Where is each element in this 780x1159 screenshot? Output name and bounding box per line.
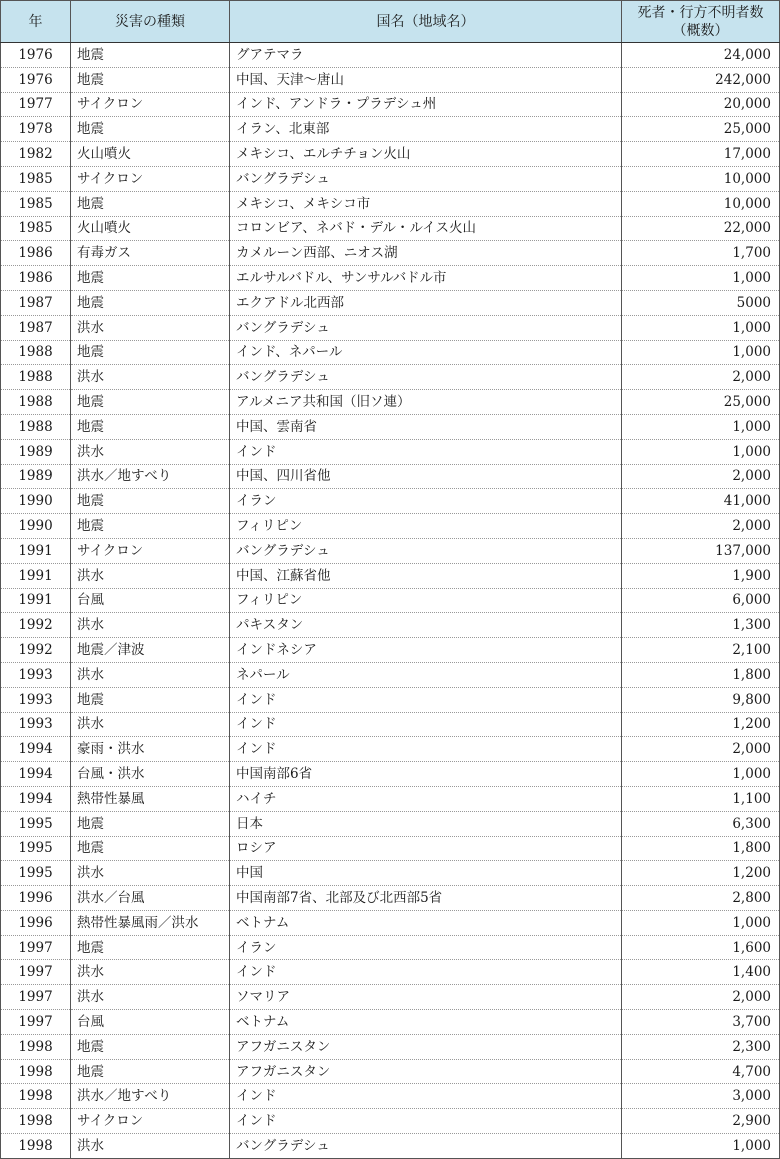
disaster-type-cell: 洪水 [71, 1134, 230, 1159]
deaths-cell: 20,000 [622, 92, 780, 117]
deaths-cell: 6,000 [622, 588, 780, 613]
table-row [1, 142, 780, 167]
table-row [1, 861, 780, 886]
table-row [1, 1134, 780, 1159]
table-row [1, 464, 780, 489]
country-cell: メキシコ、メキシコ市 [230, 191, 622, 216]
table-row [1, 241, 780, 266]
table-row [1, 166, 780, 191]
year-cell: 1993 [1, 687, 71, 712]
disaster-type-cell: 地震 [71, 811, 230, 836]
table-row [1, 638, 780, 663]
country-cell: ハイチ [230, 786, 622, 811]
year-cell: 1991 [1, 588, 71, 613]
year-cell: 1994 [1, 786, 71, 811]
deaths-cell: 1,000 [622, 439, 780, 464]
country-cell: イラン、北東部 [230, 117, 622, 142]
table-row [1, 290, 780, 315]
year-cell: 1997 [1, 935, 71, 960]
year-cell: 1996 [1, 910, 71, 935]
table-row [1, 588, 780, 613]
year-cell: 1986 [1, 241, 71, 266]
year-cell: 1994 [1, 762, 71, 787]
disaster-type-cell: 地震 [71, 43, 230, 68]
table-row [1, 762, 780, 787]
table-row [1, 1034, 780, 1059]
country-cell: ベトナム [230, 1010, 622, 1035]
deaths-cell: 242,000 [622, 67, 780, 92]
disaster-type-cell: 台風 [71, 1010, 230, 1035]
country-cell: フィリピン [230, 588, 622, 613]
country-cell: インド [230, 439, 622, 464]
country-cell: インド [230, 960, 622, 985]
table-row [1, 613, 780, 638]
table-row [1, 712, 780, 737]
country-cell: インド [230, 1084, 622, 1109]
table-row [1, 390, 780, 415]
table-row [1, 737, 780, 762]
deaths-cell: 1,700 [622, 241, 780, 266]
deaths-cell: 1,000 [622, 266, 780, 291]
table-row [1, 687, 780, 712]
deaths-cell: 1,200 [622, 861, 780, 886]
country-cell: 中国、江蘇省他 [230, 563, 622, 588]
year-cell: 1985 [1, 166, 71, 191]
year-cell: 1991 [1, 563, 71, 588]
year-cell: 1993 [1, 712, 71, 737]
deaths-cell: 10,000 [622, 191, 780, 216]
table-row [1, 117, 780, 142]
country-cell: ネパール [230, 662, 622, 687]
year-cell: 1996 [1, 886, 71, 911]
disaster-type-cell: 地震 [71, 67, 230, 92]
disaster-type-cell: サイクロン [71, 538, 230, 563]
table-row [1, 538, 780, 563]
table-row [1, 886, 780, 911]
disaster-type-cell: 洪水 [71, 985, 230, 1010]
deaths-cell: 137,000 [622, 538, 780, 563]
deaths-cell: 1,000 [622, 340, 780, 365]
deaths-cell: 2,300 [622, 1034, 780, 1059]
table-row [1, 489, 780, 514]
country-cell: 中国、雲南省 [230, 414, 622, 439]
country-cell: フィリピン [230, 514, 622, 539]
disaster-type-cell: サイクロン [71, 1109, 230, 1134]
disaster-type-cell: 有毒ガス [71, 241, 230, 266]
year-cell: 1988 [1, 414, 71, 439]
year-cell: 1998 [1, 1109, 71, 1134]
country-cell: グアテマラ [230, 43, 622, 68]
table-row [1, 985, 780, 1010]
table-row [1, 365, 780, 390]
table-row [1, 191, 780, 216]
deaths-cell: 25,000 [622, 390, 780, 415]
deaths-cell: 2,800 [622, 886, 780, 911]
disaster-type-cell: 洪水 [71, 439, 230, 464]
country-cell: バングラデシュ [230, 538, 622, 563]
deaths-cell: 4,700 [622, 1059, 780, 1084]
deaths-cell: 17,000 [622, 142, 780, 167]
deaths-cell: 2,000 [622, 514, 780, 539]
year-cell: 1997 [1, 1010, 71, 1035]
disaster-type-cell: 洪水 [71, 315, 230, 340]
table-body [1, 43, 780, 1159]
country-cell: コロンビア、ネバド・デル・ルイス火山 [230, 216, 622, 241]
country-cell: インド [230, 712, 622, 737]
disaster-type-cell: 洪水 [71, 861, 230, 886]
country-cell: インド [230, 737, 622, 762]
deaths-cell: 1,400 [622, 960, 780, 985]
country-cell: バングラデシュ [230, 365, 622, 390]
deaths-cell: 25,000 [622, 117, 780, 142]
disaster-type-cell: 洪水／台風 [71, 886, 230, 911]
table-row [1, 662, 780, 687]
year-cell: 1997 [1, 985, 71, 1010]
year-cell: 1998 [1, 1084, 71, 1109]
deaths-cell: 2,900 [622, 1109, 780, 1134]
table-row [1, 960, 780, 985]
year-cell: 1992 [1, 613, 71, 638]
table-row [1, 315, 780, 340]
disaster-type-cell: 洪水／地すべり [71, 464, 230, 489]
country-cell: バングラデシュ [230, 1134, 622, 1159]
disaster-type-cell: 地震 [71, 1059, 230, 1084]
deaths-cell: 2,000 [622, 464, 780, 489]
deaths-cell: 2,100 [622, 638, 780, 663]
year-cell: 1993 [1, 662, 71, 687]
table-row [1, 1010, 780, 1035]
table-row [1, 67, 780, 92]
table-row [1, 1059, 780, 1084]
deaths-cell: 2,000 [622, 985, 780, 1010]
table-row [1, 811, 780, 836]
country-cell: インド、ネパール [230, 340, 622, 365]
year-cell: 1995 [1, 811, 71, 836]
disaster-type-cell: 台風 [71, 588, 230, 613]
deaths-cell: 10,000 [622, 166, 780, 191]
table-row [1, 836, 780, 861]
disaster-type-cell: 地震 [71, 266, 230, 291]
country-cell: 中国 [230, 861, 622, 886]
disaster-type-cell: 地震 [71, 687, 230, 712]
year-cell: 1988 [1, 365, 71, 390]
deaths-cell: 3,000 [622, 1084, 780, 1109]
country-cell: ソマリア [230, 985, 622, 1010]
country-cell: カメルーン西部、ニオス湖 [230, 241, 622, 266]
disaster-type-cell: サイクロン [71, 92, 230, 117]
deaths-cell: 1,600 [622, 935, 780, 960]
deaths-cell: 1,300 [622, 613, 780, 638]
disaster-type-cell: 洪水 [71, 613, 230, 638]
deaths-cell: 1,000 [622, 910, 780, 935]
deaths-cell: 1,100 [622, 786, 780, 811]
country-cell: エルサルバドル、サンサルバドル市 [230, 266, 622, 291]
year-cell: 1995 [1, 836, 71, 861]
year-cell: 1989 [1, 439, 71, 464]
header-year: 年 [1, 1, 71, 43]
deaths-cell: 41,000 [622, 489, 780, 514]
table-row [1, 1109, 780, 1134]
disaster-type-cell: 洪水 [71, 563, 230, 588]
disaster-type-cell: 地震 [71, 414, 230, 439]
country-cell: 中国南部6省 [230, 762, 622, 787]
disaster-type-cell: 地震 [71, 935, 230, 960]
disaster-type-cell: 地震 [71, 1034, 230, 1059]
header-disaster-type: 災害の種類 [71, 1, 230, 43]
deaths-cell: 1,000 [622, 1134, 780, 1159]
table-row [1, 935, 780, 960]
deaths-cell: 1,900 [622, 563, 780, 588]
year-cell: 1985 [1, 191, 71, 216]
disaster-type-cell: 火山噴火 [71, 142, 230, 167]
country-cell: ベトナム [230, 910, 622, 935]
disaster-type-cell: 火山噴火 [71, 216, 230, 241]
year-cell: 1991 [1, 538, 71, 563]
country-cell: アフガニスタン [230, 1059, 622, 1084]
country-cell: インド [230, 1109, 622, 1134]
disaster-type-cell: 洪水 [71, 712, 230, 737]
deaths-cell: 6,300 [622, 811, 780, 836]
country-cell: 日本 [230, 811, 622, 836]
disaster-type-cell: 洪水 [71, 960, 230, 985]
country-cell: パキスタン [230, 613, 622, 638]
year-cell: 1997 [1, 960, 71, 985]
disaster-type-cell: 洪水 [71, 365, 230, 390]
deaths-cell: 1,800 [622, 662, 780, 687]
year-cell: 1995 [1, 861, 71, 886]
country-cell: イラン [230, 489, 622, 514]
country-cell: インドネシア [230, 638, 622, 663]
deaths-cell: 24,000 [622, 43, 780, 68]
disaster-type-cell: 地震／津波 [71, 638, 230, 663]
year-cell: 1998 [1, 1034, 71, 1059]
disaster-type-cell: 洪水／地すべり [71, 1084, 230, 1109]
year-cell: 1986 [1, 266, 71, 291]
header-row [1, 1, 780, 43]
deaths-cell: 1,800 [622, 836, 780, 861]
deaths-cell: 3,700 [622, 1010, 780, 1035]
year-cell: 1998 [1, 1134, 71, 1159]
year-cell: 1987 [1, 315, 71, 340]
country-cell: ロシア [230, 836, 622, 861]
disaster-type-cell: 地震 [71, 117, 230, 142]
disaster-type-cell: 地震 [71, 489, 230, 514]
year-cell: 1985 [1, 216, 71, 241]
year-cell: 1977 [1, 92, 71, 117]
disaster-type-cell: 地震 [71, 340, 230, 365]
table-row [1, 43, 780, 68]
deaths-cell: 1,000 [622, 762, 780, 787]
disaster-type-cell: 地震 [71, 290, 230, 315]
country-cell: メキシコ、エルチチョン火山 [230, 142, 622, 167]
year-cell: 1987 [1, 290, 71, 315]
year-cell: 1982 [1, 142, 71, 167]
table-row [1, 216, 780, 241]
disaster-type-cell: 台風・洪水 [71, 762, 230, 787]
country-cell: インド、アンドラ・プラデシュ州 [230, 92, 622, 117]
year-cell: 1998 [1, 1059, 71, 1084]
disaster-type-cell: サイクロン [71, 166, 230, 191]
table-row [1, 340, 780, 365]
year-cell: 1990 [1, 514, 71, 539]
header-country: 国名（地域名） [230, 1, 622, 43]
deaths-cell: 1,000 [622, 315, 780, 340]
country-cell: 中国、天津～唐山 [230, 67, 622, 92]
header-deaths: 死者・行方不明者数 （概数） [622, 1, 780, 43]
year-cell: 1992 [1, 638, 71, 663]
disaster-type-cell: 地震 [71, 836, 230, 861]
disaster-type-cell: 地震 [71, 514, 230, 539]
disaster-type-cell: 地震 [71, 191, 230, 216]
deaths-cell: 2,000 [622, 737, 780, 762]
table-row [1, 910, 780, 935]
country-cell: アフガニスタン [230, 1034, 622, 1059]
deaths-cell: 1,000 [622, 414, 780, 439]
table-row [1, 414, 780, 439]
table-row [1, 514, 780, 539]
deaths-cell: 5000 [622, 290, 780, 315]
country-cell: エクアドル北西部 [230, 290, 622, 315]
table-row [1, 563, 780, 588]
country-cell: バングラデシュ [230, 166, 622, 191]
country-cell: バングラデシュ [230, 315, 622, 340]
disaster-type-cell: 洪水 [71, 662, 230, 687]
disaster-type-cell: 地震 [71, 390, 230, 415]
year-cell: 1988 [1, 390, 71, 415]
table-row [1, 786, 780, 811]
year-cell: 1976 [1, 67, 71, 92]
table-row [1, 266, 780, 291]
year-cell: 1990 [1, 489, 71, 514]
country-cell: アルメニア共和国（旧ソ連） [230, 390, 622, 415]
table-row [1, 92, 780, 117]
deaths-cell: 1,200 [622, 712, 780, 737]
year-cell: 1994 [1, 737, 71, 762]
year-cell: 1978 [1, 117, 71, 142]
disaster-type-cell: 熱帯性暴風 [71, 786, 230, 811]
table-row [1, 1084, 780, 1109]
country-cell: 中国、四川省他 [230, 464, 622, 489]
country-cell: イラン [230, 935, 622, 960]
country-cell: インド [230, 687, 622, 712]
deaths-cell: 22,000 [622, 216, 780, 241]
year-cell: 1989 [1, 464, 71, 489]
deaths-cell: 2,000 [622, 365, 780, 390]
year-cell: 1976 [1, 43, 71, 68]
country-cell: 中国南部7省、北部及び北西部5省 [230, 886, 622, 911]
table-row [1, 439, 780, 464]
deaths-cell: 9,800 [622, 687, 780, 712]
disaster-type-cell: 豪雨・洪水 [71, 737, 230, 762]
year-cell: 1988 [1, 340, 71, 365]
disaster-type-cell: 熱帯性暴風雨／洪水 [71, 910, 230, 935]
